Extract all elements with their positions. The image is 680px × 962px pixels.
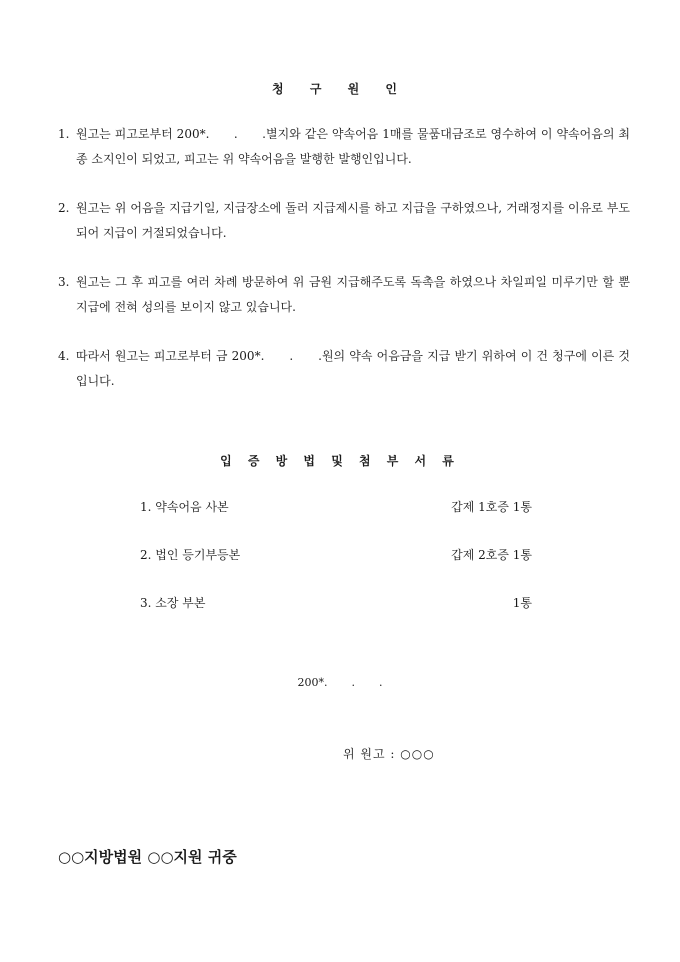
- claim-text: 원고는 그 후 피고를 여러 차례 방문하여 위 금원 지급해주도록 독촉을 하였으나 차일피일 미루기만 할 뿐 지급에 전혀 성의를 보이지 않고 있습니다.: [76, 275, 630, 314]
- claim-number: 2.: [58, 201, 70, 215]
- evidence-item-label: 3. 소장 부본: [140, 596, 206, 610]
- date-month: .: [351, 676, 355, 689]
- plaintiff-signature-line: 위 원고 : ○○○: [343, 747, 435, 761]
- evidence-item-label: 2. 법인 등기부등본: [140, 548, 241, 562]
- evidence-list: [140, 497, 532, 641]
- filing-date: [0, 676, 680, 689]
- claim-number: 3.: [58, 275, 70, 289]
- claim-number: 1.: [58, 127, 70, 141]
- evidence-item: [140, 545, 532, 566]
- evidence-section-title: 입 증 방 법 및 첨 부 서 류: [220, 454, 460, 468]
- evidence-item: [140, 497, 532, 518]
- claim-text: 원고는 피고로부터 200*. . .별지와 같은 약속어음 1매를 물품대금조로 영수하여 이 약속어음의 최종 소지인이 되었고, 피고는 위 약속어음을 발행한 발행인입니다.: [76, 127, 630, 166]
- evidence-item-count: 갑제 1호증 1통: [451, 500, 532, 514]
- claim-text: 원고는 위 어음을 지급기일, 지급장소에 돌러 지급제시를 하고 지급을 구하였으나, 거래정지를 이유로 부도 되어 지급이 거절되었습니다.: [76, 201, 630, 240]
- claim-item: [58, 344, 630, 394]
- claim-number: 4.: [58, 349, 70, 363]
- claim-item: [58, 196, 630, 246]
- claim-text: 따라서 원고는 피고로부터 금 200*. . .원의 약속 어음금을 지급 받기 위하여 이 건 청구에 이른 것입니다.: [76, 349, 630, 388]
- date-day: .: [379, 676, 383, 689]
- claim-section-title: 청 구 원 인: [272, 82, 408, 96]
- claim-list: [58, 122, 630, 418]
- evidence-item-count: 1통: [512, 596, 532, 610]
- court-addressee: ○○지방법원 ○○지원 귀중: [58, 848, 237, 866]
- evidence-item: [140, 593, 532, 614]
- claim-item: [58, 270, 630, 320]
- evidence-item-label: 1. 약속어음 사본: [140, 500, 229, 514]
- date-year: 200*.: [297, 676, 328, 689]
- claim-item: [58, 122, 630, 172]
- evidence-item-count: 갑제 2호증 1통: [451, 548, 532, 562]
